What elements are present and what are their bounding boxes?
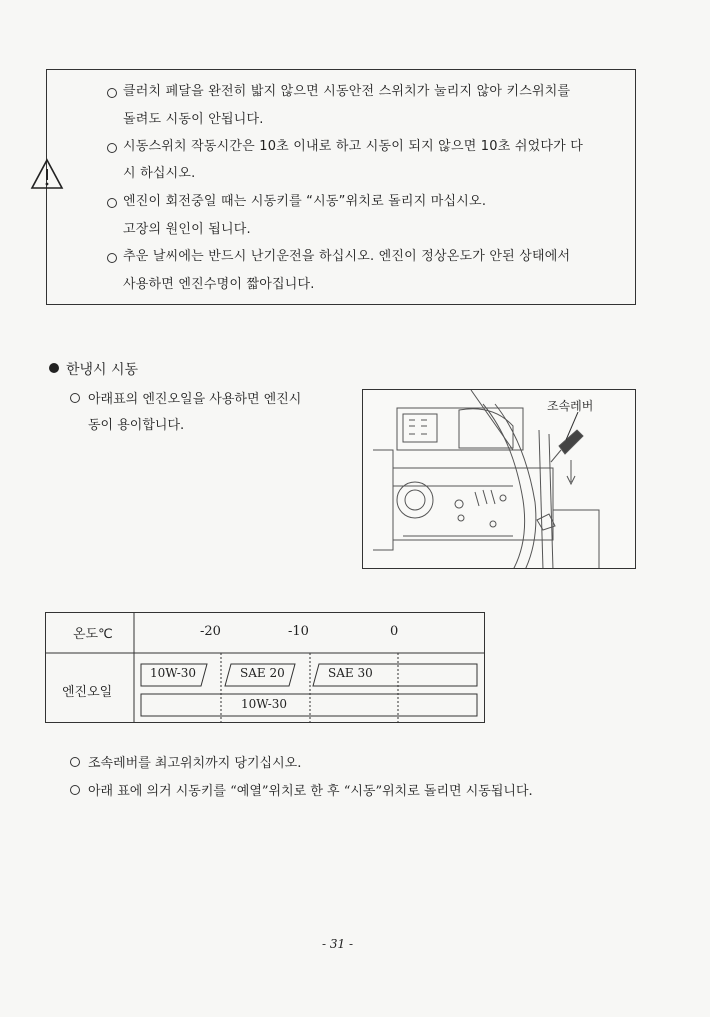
warning-text: 돌려도 시동이 안됩니다. [123, 112, 264, 127]
caution-triangle-icon [30, 158, 64, 190]
warning-text: 엔진이 회전중일 때는 시동키를 “시동”위치로 돌리지 마십시오. [123, 194, 487, 209]
figure-label: 조속레버 [547, 399, 594, 413]
warning-text: 추운 날씨에는 반드시 난기운전을 하십시오. 엔진이 정상온도가 안된 상태에서 [123, 249, 571, 264]
temp-value: 0 [390, 624, 399, 639]
bullet-icon [70, 757, 80, 767]
oil-grade: SAE 20 [240, 666, 285, 680]
warning-text: 클러치 페달을 완전히 밟지 않으면 시동안전 스위치가 눌리지 않아 키스위치를 [123, 84, 571, 99]
intro-text: 아래표의 엔진오일을 사용하면 엔진시 [88, 392, 302, 407]
step-text: 조속레버를 최고위치까지 당기십시오. [88, 756, 302, 771]
table-header-label: 온도℃ [73, 627, 113, 642]
step-text: 아래 표에 의거 시동키를 “예열”위치로 한 후 “시동”위치로 돌리면 시동됩니다. [88, 784, 533, 799]
warning-text: 시 하십시오. [123, 166, 196, 181]
bullet-icon [70, 393, 80, 403]
temp-value: -10 [288, 624, 309, 639]
warning-text: 고장의 원인이 됩니다. [123, 222, 251, 237]
step-2 [70, 780, 533, 799]
step-1 [70, 752, 301, 771]
bullet-icon [70, 785, 80, 795]
oil-grade: 10W-30 [150, 666, 197, 680]
bullet-icon [107, 253, 117, 263]
dashboard-drawing [363, 390, 636, 569]
bullet-icon [107, 143, 117, 153]
temp-value: -20 [200, 624, 221, 639]
oil-grade: 10W-30 [241, 697, 288, 711]
warning-text: 사용하면 엔진수명이 짧아집니다. [123, 277, 315, 292]
section-title: 한냉시 시동 [66, 362, 139, 378]
page-number: - 31 - [322, 937, 354, 951]
bullet-icon [107, 88, 117, 98]
table-row-label: 엔진오일 [62, 685, 113, 700]
section-bullet-icon [49, 363, 59, 373]
dashboard-figure [362, 389, 636, 569]
oil-grade: SAE 30 [328, 666, 373, 680]
leader-line [556, 412, 586, 442]
intro-paragraph [70, 388, 301, 407]
warning-text: 시동스위치 작동시간은 10초 이내로 하고 시동이 되지 않으면 10초 쉬었다가 다 [123, 139, 583, 154]
warning-box [46, 69, 636, 305]
bullet-icon [107, 198, 117, 208]
intro-text: 동이 용이합니다. [88, 418, 185, 433]
